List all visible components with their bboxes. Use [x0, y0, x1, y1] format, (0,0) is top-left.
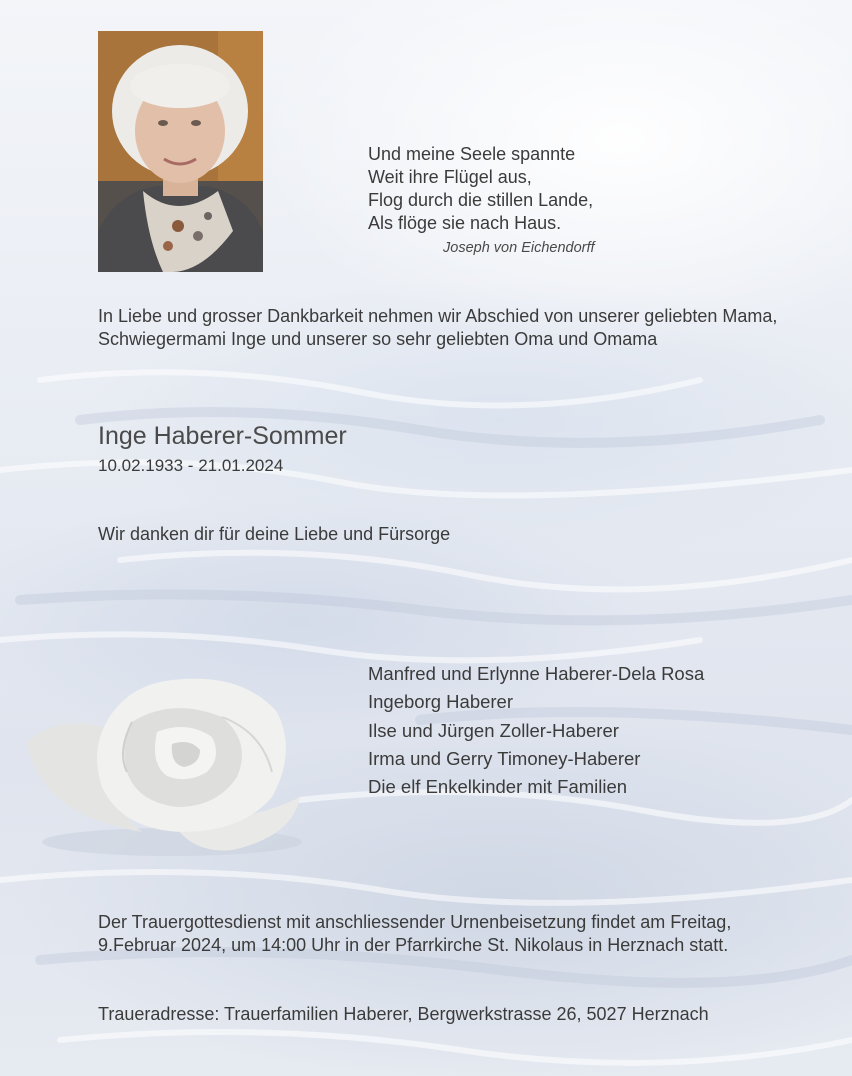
thanks-text: Wir danken dir für deine Liebe und Fürsorge	[98, 524, 451, 544]
mourner-item: Die elf Enkelkinder mit Familien	[368, 776, 628, 798]
mourners-list	[368, 660, 704, 801]
mourning-address: Traueradresse: Trauerfamilien Haberer, Bergwerkstrasse 26, 5027 Herznach	[98, 1004, 709, 1024]
poem-line: Flog durch die stillen Lande,	[368, 190, 594, 210]
mourner-item: Manfred und Erlynne Haberer-Dela Rosa	[368, 663, 705, 684]
white-rose-image	[22, 672, 307, 857]
service-info: Der Trauergottesdienst mit anschliessender Urnenbeisetzung findet am Freitag, 9.Februar 2024, um 14:00 Uhr in der Pfarrkirche St. Nikolaus in Herznach statt.	[98, 912, 732, 955]
intro-text: In Liebe und grosser Dankbarkeit nehmen wir Abschied von unserer geliebten Mama, Schwiegermami Inge und unserer so sehr geliebten Oma und Omama	[98, 306, 778, 349]
poem-line: Als flöge sie nach Haus.	[368, 213, 562, 233]
mourner-item: Irma und Gerry Timoney-Haberer	[368, 747, 641, 769]
poem-line: Und meine Seele spannte	[368, 144, 576, 164]
mourner-item: Ilse und Jürgen Zoller-Haberer	[368, 719, 619, 741]
deceased-name: Inge Haberer-Sommer	[98, 422, 347, 450]
poem	[368, 143, 593, 235]
poem-line: Weit ihre Flügel aus,	[368, 167, 532, 187]
poem-author: Joseph von Eichendorff	[443, 240, 595, 256]
mourner-item: Ingeborg Haberer	[368, 691, 514, 713]
portrait-photo	[98, 31, 263, 272]
life-dates: 10.02.1933 - 21.01.2024	[98, 456, 284, 475]
